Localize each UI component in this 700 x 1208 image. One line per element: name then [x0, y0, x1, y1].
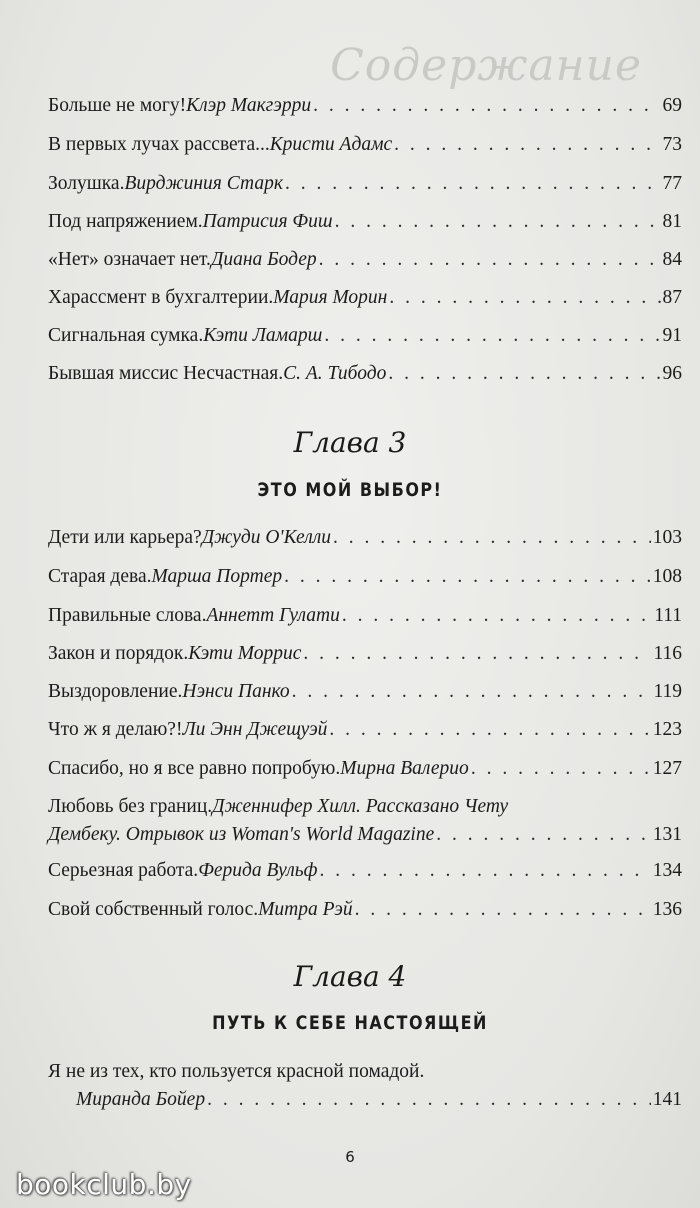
dot-leader	[207, 1088, 651, 1112]
entry-author: Клэр Макгэрри	[186, 95, 312, 116]
entry-author: Вирджиния Старк	[124, 173, 283, 194]
entry-author: Кэти Ламарш	[203, 325, 323, 346]
chapter-heading: Глава 3	[293, 426, 407, 459]
dot-leader	[389, 286, 660, 310]
dot-leader	[355, 898, 651, 922]
toc-entry	[48, 680, 682, 704]
entry-title: Больше не могу!	[48, 95, 187, 116]
entry-page: 108	[652, 566, 682, 587]
toc-entry	[48, 565, 682, 589]
entry-title: Бывшая миссис Несчастная.	[48, 363, 284, 384]
dot-leader	[436, 823, 651, 847]
entry-title: Сигнальная сумка.	[48, 325, 204, 346]
dot-leader	[313, 94, 660, 118]
entry-author: Патрисия Фиш	[202, 211, 333, 232]
toc-entry	[48, 210, 682, 234]
entry-page: 111	[654, 605, 682, 626]
toc-entry	[48, 324, 682, 348]
entry-author: Митра Рэй	[258, 899, 353, 920]
entry-title: Выздоровление.	[48, 681, 183, 702]
entry-page: 81	[662, 211, 682, 232]
page-number: 6	[345, 1148, 355, 1166]
toc-entry	[48, 718, 682, 742]
entry-page: 77	[662, 173, 682, 194]
entry-title: Правильные слова.	[48, 605, 207, 626]
entry-page: 69	[662, 95, 682, 116]
dot-leader	[333, 526, 651, 550]
entry-title: Свой собственный голос.	[48, 899, 259, 920]
entry-title: Золушка.	[48, 173, 125, 194]
site-watermark: bookclub.by	[16, 1168, 192, 1201]
entry-author: Ферида Вульф	[198, 860, 318, 881]
toc-entry	[48, 526, 682, 550]
entry-page: 84	[662, 249, 682, 270]
entry-author: Ли Энн Джещуэй	[182, 719, 328, 740]
toc-entry	[48, 795, 682, 847]
dot-leader	[303, 642, 651, 666]
entry-page: 87	[662, 287, 682, 308]
entry-title: Старая дева.	[48, 566, 152, 587]
toc-entry	[48, 133, 682, 157]
entry-author: Диана Бодер	[210, 249, 317, 270]
entry-title: Любовь без границ.	[48, 796, 213, 817]
entry-page: 116	[653, 643, 682, 664]
entry-page: 127	[652, 758, 682, 779]
dot-leader	[319, 248, 661, 272]
entry-author: Марша Портер	[151, 566, 283, 587]
ghost-heading: Содержание	[330, 40, 642, 91]
toc-entry	[48, 859, 682, 883]
entry-title: Я не из тех, кто пользуется красной помадой.	[48, 1061, 425, 1082]
toc-entry	[48, 757, 682, 781]
dot-leader	[388, 362, 660, 386]
dot-leader	[324, 324, 660, 348]
entry-author: Аннетт Гулати	[206, 605, 340, 626]
entry-title: Спасибо, но я все равно попробую.	[48, 758, 341, 779]
entry-title: Серьезная работа.	[48, 860, 199, 881]
toc-entry	[48, 642, 682, 666]
dot-leader	[471, 757, 651, 781]
dot-leader	[285, 172, 661, 196]
dot-leader	[335, 210, 661, 234]
toc-entry	[48, 94, 682, 118]
entry-title: Закон и порядок.	[48, 643, 189, 664]
chapter-heading: Глава 4	[293, 960, 407, 993]
entry-page: 123	[652, 719, 682, 740]
toc-entry	[48, 172, 682, 196]
entry-title: Под напряжением.	[48, 211, 203, 232]
entry-author: Мария Морин	[273, 287, 388, 308]
toc-entry	[48, 1060, 682, 1112]
entry-page: 91	[662, 325, 682, 346]
dot-leader	[342, 604, 652, 628]
entry-page: 96	[662, 363, 682, 384]
entry-title: «Нет» означает нет.	[48, 249, 211, 270]
entry-author: Кристи Адамс	[269, 134, 393, 155]
dot-leader	[284, 565, 651, 589]
dot-leader	[394, 133, 660, 157]
chapter-subtitle: ЭТО МОЙ ВЫБОР!	[257, 478, 443, 501]
toc-entry	[48, 248, 682, 272]
entry-page: 119	[653, 681, 682, 702]
dot-leader	[292, 680, 652, 704]
entry-author: Дженнифер Хилл. Рассказано Чету	[212, 796, 509, 817]
entry-title: Дети или карьера?	[48, 527, 202, 548]
entry-page: 103	[652, 527, 682, 548]
toc-entry	[48, 604, 682, 628]
entry-page: 73	[662, 134, 682, 155]
entry-author: Мирна Валерио	[340, 758, 469, 779]
entry-page: 136	[652, 899, 682, 920]
entry-page: 134	[652, 860, 682, 881]
entry-title: Что ж я делаю?!	[48, 719, 183, 740]
entry-author: Кэти Моррис	[188, 643, 302, 664]
entry-title: В первых лучах рассвета...	[48, 134, 270, 155]
entry-author: С. А. Тибодо	[283, 363, 387, 384]
dot-leader	[320, 859, 651, 883]
toc-entry	[48, 362, 682, 386]
entry-author: Джуди О'Келли	[201, 527, 331, 548]
chapter-subtitle: ПУТЬ К СЕБЕ НАСТОЯЩЕЙ	[212, 1011, 488, 1034]
entry-author-continued: Дембеку. Отрывок из Woman's World Magazine	[48, 824, 435, 845]
entry-author: Нэнси Панко	[182, 681, 290, 702]
entry-page: 131	[652, 824, 682, 845]
toc-entry	[48, 286, 682, 310]
entry-page: 141	[652, 1089, 682, 1110]
dot-leader	[329, 718, 650, 742]
entry-author: Миранда Бойер	[76, 1089, 206, 1110]
entry-title: Харассмент в бухгалтерии.	[48, 287, 274, 308]
toc-entry	[48, 898, 682, 922]
